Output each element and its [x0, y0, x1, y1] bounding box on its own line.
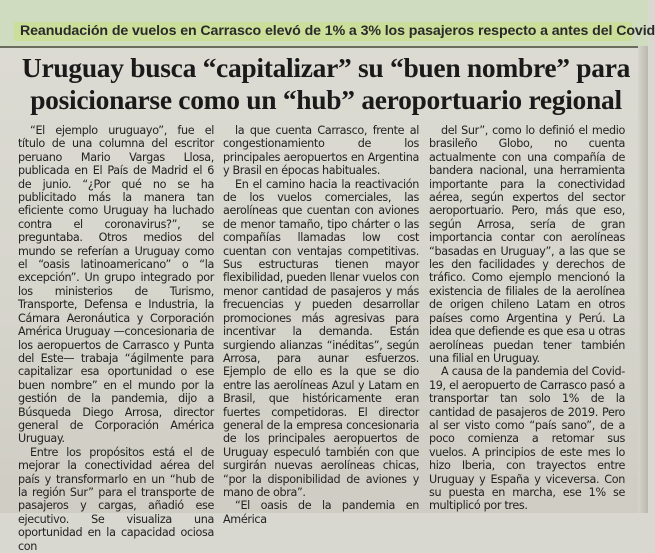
headline: [16, 52, 636, 116]
headline-line-1: Uruguay busca “capitalizar” su “buen nombre” para: [21, 52, 631, 83]
paragraph: “El oasis de la pandemia en América: [223, 499, 419, 526]
column-2: [223, 124, 419, 526]
page-shadow-edge: [638, 46, 648, 513]
column-1: [18, 124, 214, 553]
paragraph: En el camino hacia la reactivación de los vuelos comerciales, las aerolíneas que cuentan con aviones de menor tamaño, tipo chárter o las compañías llamadas low cost cuentan con ventajas competitivas. Sus estructuras tienen mayor flexibilidad, pueden llenar vuelos con menor cantidad de pasajeros y más frecuencias y pueden desarrollar promociones más agresivas para incentivar la demanda. Están surgiendo alianzas “inéditas”, según Arrosa, para aunar esfuerzos. Ejemplo de ello es la que se dio entre las aerolíneas Azul y Latam en Brasil, que históricamente eran fuertes competidoras. El director general de la empresa concesionaria de los principales aeropuertos de Uruguay especuló también con que surgirán nuevas aerolíneas chicas, “por la disponibilidad de aviones y mano de obra”.: [223, 177, 419, 499]
kicker-bar: [0, 0, 655, 48]
paragraph: Entre los propósitos está el de mejorar la conectividad aérea del país y transformarlo en un “hub de la región Sur” para el transporte de pasajeros y cargas, añadió ese ejecutivo. Se visualiza una oportunidad en la capacidad ociosa con: [18, 445, 214, 553]
paragraph: A causa de la pandemia del Covid-19, el aeropuerto de Carrasco pasó a transportar tan solo 1% de la cantidad de pasajeros de 2019. Pero al ser visto como “país sano”, de a poco comienza a retomar sus vuelos. A principios de este mes lo hizo Iberia, con trayectos entre Uruguay y España y viceversa. Con su puesta en marcha, ese 1% se multiplicó por tres.: [429, 365, 625, 513]
paragraph: del Sur”, como lo definió el medio brasileño Globo, no cuenta actualmente con una compañía de bandera nacional, una herramienta importante para la conectividad aérea, según expertos del sector aeroportuario. Pero, más que eso, según Arrosa, sería de gran importancia contar con aerolíneas “basadas en Uruguay”, a las que se les den facilidades y derechos de tráfico. Como ejemplo mencionó la existencia de filiales de la aerolínea de origen chileno Latam en otros países como Argentina y Perú. La idea que defiende es que esa u otras aerolíneas puedan tener también una filial en Uruguay.: [429, 124, 625, 365]
article-body: [18, 124, 626, 553]
paragraph: “El ejemplo uruguayo”, fue el título de una columna del escritor peruano Mario Vargas Llosa, publicada en El País de Madrid el 6 de junio. “¿Por qué no se ha publicitado más la manera tan eficiente como Uruguay ha luchado contra el coronavirus?”, se preguntaba. Otros medios del mundo se referían a Uruguay como el “oasis latinoamericano” o “la excepción”. Un grupo integrado por los ministerios de Turismo, Transporte, Defensa e Industria, la Cámara Aeronáutica y Corporación América Uruguay —concesionaria de los aeropuertos de Carrasco y Punta del Este— trabaja “ágilmente para capitalizar esa oportunidad o ese buen nombre” en el mundo por la gestión de la pandemia, dijo a Búsqueda Diego Arrosa, director general de Corporación América Uruguay.: [18, 124, 214, 446]
kicker-text: Reanudación de vuelos en Carrasco elevó de 1% a 3% los pasajeros respecto a antes del Covid: [20, 23, 655, 39]
headline-line-2: posicionarse como un “hub” aeroportuario regional: [30, 84, 622, 115]
paragraph: la que cuenta Carrasco, frente al congestionamiento de los principales aeropuertos en Argentina y Brasil en épocas habituales.: [223, 124, 419, 178]
column-3: [429, 124, 625, 513]
